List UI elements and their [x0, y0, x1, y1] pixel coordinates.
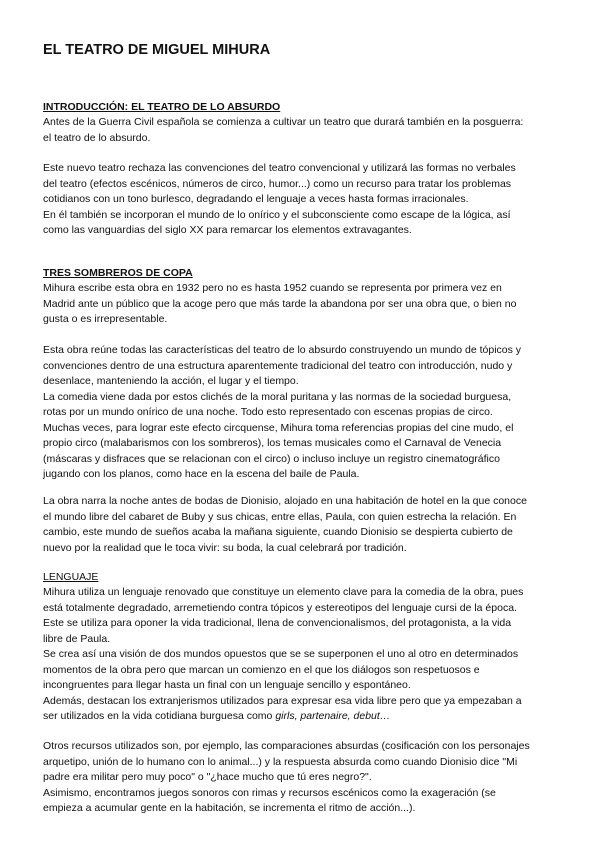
text-line: Este se utiliza para oponer la vida tradicional, llena de convencionalismos, del protagonista, a la vida: [43, 617, 512, 629]
text-line: Se crea así una visión de dos mundos opuestos que se se superponen el uno al otro en determinados: [43, 648, 519, 660]
text-line: Asimismo, encontramos juegos sonoros con rimas y recursos escénicos como la exageración (se: [43, 786, 496, 799]
text-line: incongruentes para llegar hasta un final con un lenguaje sencillo y espontáneo.: [43, 679, 411, 691]
text-line: cotidianos con un tono burlesco, degradando el lenguaje a veces hasta formas irracionales.: [43, 193, 469, 205]
text-line: Madrid ante un público que la acoge pero que más tarde la abandona por ser una obra que, o bien no: [43, 297, 517, 310]
text-line: arquetipo, unión de lo humano con lo animal...) y la respuesta absurda como cuando Dionisio dice "Mi: [43, 755, 518, 768]
text-line: Muchas veces, para lograr este efecto circquense, Mihura toma referencias propias del cine mudo, el: [43, 421, 514, 434]
text-line: el teatro de lo absurdo.: [43, 131, 151, 144]
text-line: La obra narra la noche antes de bodas de Dionisio, alojado en una habitación de hotel en la que conoce: [43, 495, 527, 507]
text-line: gusta o es irrepresentable.: [43, 313, 168, 325]
lenguaje-paragraph-2: [43, 739, 563, 817]
text-line: Antes de la Guerra Civil española se comienza a cultivar un teatro que durará también en la posguerra:: [43, 116, 524, 128]
text-line-with-italics: [43, 709, 563, 725]
text-line: Mihura utiliza un lenguaje renovado que constituye un elemento clave para la comedia de la obra, pues: [43, 586, 524, 598]
text-line: cambio, este mundo de sueños acaba la mañana siguiente, cuando Dionisio se despierta cubierto de: [43, 526, 513, 538]
text-line: Además, destacan los extranjerismos utilizados para expresar esa vida libre pero que ya empezaban a: [43, 694, 522, 707]
text-line: como las vanguardias del siglo XX para remarcar los elementos extravagantes.: [43, 224, 412, 236]
foreign-words-italic: girls, partenaire, debut…: [275, 710, 391, 722]
text-line: empieza a acumular gente en la habitación, se incrementa el ritmo de acción...).: [43, 802, 416, 814]
text-line: La comedia viene dada por estos clichés de la moral puritana y las normas de la sociedad burguesa,: [43, 390, 512, 403]
text-line: Este nuevo teatro rechaza las convenciones del teatro convencional y utilizará las formas no verbales: [43, 162, 516, 174]
section-heading-lenguaje: LENGUAJE: [43, 571, 99, 583]
text-line: En él también se incorporan el mundo de lo onírico y el subconsciente como escape de la lógica, así: [43, 208, 511, 221]
text-line: momentos de la obra pero que marcan un comienzo en el que los diálogos son respetuosos e: [43, 663, 480, 676]
text-line: desenlace, manteniendo la acción, el lugar y el tiempo.: [43, 375, 299, 387]
lenguaje-paragraph-1: [43, 585, 563, 725]
text-line: Esta obra reúne todas las características del teatro de lo absurdo construyendo un mundo de tópicos y: [43, 344, 522, 356]
text-fragment: ser utilizados en la vida cotidiana burguesa como: [43, 710, 276, 722]
text-line: nuevo por la realidad que le toca vivir: su boda, la cual celebrará por tradición.: [43, 541, 407, 554]
intro-paragraph-2: [43, 161, 563, 239]
section-heading-introduccion: INTRODUCCIÓN: EL TEATRO DE LO ABSURDO: [43, 101, 281, 113]
text-line: padre era militar pero muy poco" o "¿hace mucho que tú eres negro?".: [43, 771, 372, 783]
text-line: Mihura escribe esta obra en 1932 pero no es hasta 1952 cuando se representa por primera vez en: [43, 282, 502, 294]
tres-paragraph-1: [43, 281, 563, 328]
text-line: convenciones dentro de una estructura aparentemente tradicional del teatro con introducción, nudo y: [43, 359, 513, 372]
section-heading-tres-sombreros: TRES SOMBREROS DE COPA: [43, 267, 193, 279]
text-line: jugando con los planos, como hace en la escena del baile de Paula.: [43, 468, 360, 480]
text-line: libre de Paula.: [43, 632, 111, 645]
document-title: EL TEATRO DE MIGUEL MIHURA: [43, 42, 271, 58]
text-line: propio circo (malabarismos con los sombreros), los temas musicales como el Carnaval de Venecia: [43, 437, 502, 449]
text-line: (máscaras y disfraces que se relacionan con el circo) o incluso incluye un registro cinematográfico: [43, 452, 500, 465]
tres-paragraph-3: [43, 494, 563, 556]
text-line: está totalmente degradado, arremetiendo contra tópicos y estereotipos del lenguaje cursi de la época.: [43, 601, 517, 614]
text-line: del teatro (efectos escénicos, números de circo, humor...) como un recurso para tratar los problemas: [43, 177, 512, 190]
text-line: el mundo libre del cabaret de Buby y sus chicas, entre ellas, Paula, con quien estrecha la relación. En: [43, 510, 517, 523]
intro-paragraph-1: [43, 115, 563, 146]
tres-paragraph-2: [43, 343, 563, 483]
text-line: Otros recursos utilizados son, por ejemplo, las comparaciones absurdas (cosificación con los personajes: [43, 740, 530, 752]
text-line: rotas por un mundo onírico de una noche. Todo esto representado con escenas propias de circo.: [43, 406, 493, 418]
